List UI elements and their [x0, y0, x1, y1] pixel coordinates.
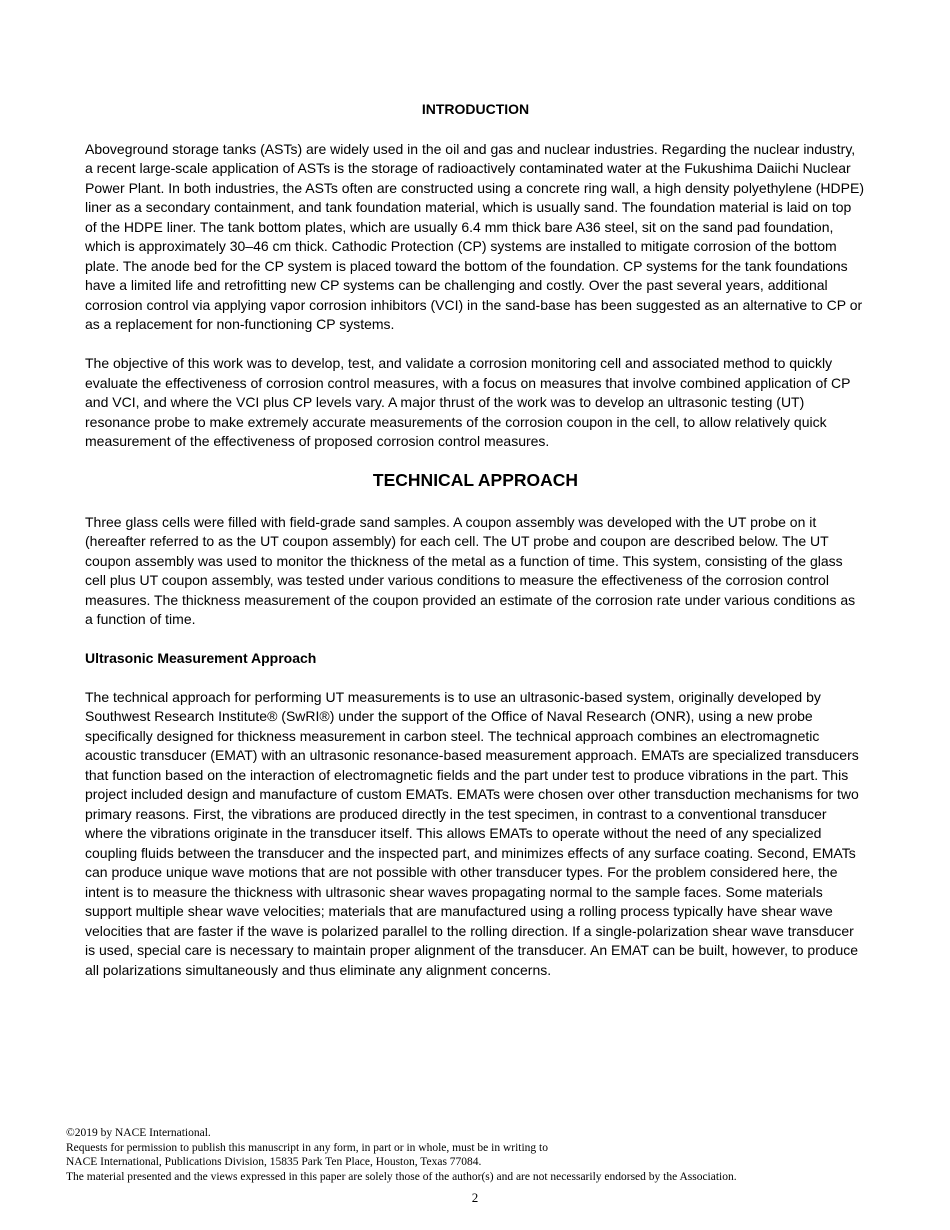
footer-copyright-line: ©2019 by NACE International.	[66, 1127, 211, 1139]
intro-paragraph-1: Aboveground storage tanks (ASTs) are widely used in the oil and gas and nuclear industries. Regarding the nuclear industry, a recent large-scale application of ASTs is the storage of radioactively contaminated water at the Fukushima Daiichi Nuclear Power Plant. In both industries, the ASTs often are constructed using a concrete ring wall, a high density polyethylene (HDPE) liner as a secondary containment, and tank foundation material, which is usually sand. The foundation material is laid on top of the HDPE liner. The tank bottom plates, which are usually 6.4 mm thick bare A36 steel, sit on the sand pad foundation, which is approximately 30–46 cm thick. Cathodic Protection (CP) systems are installed to mitigate corrosion of the bottom plate. The anode bed for the CP system is placed toward the bottom of the foundation. CP systems for the tank foundations have a limited life and retrofitting new CP systems can be challenging and costly. Over the past several years, additional corrosion control via applying vapor corrosion inhibitors (VCI) in the sand-base has been suggested as an alternative to CP or as a replacement for non-functioning CP systems.	[85, 140, 864, 332]
section-heading-technical-approach: TECHNICAL APPROACH	[372, 470, 579, 490]
intro-paragraph-2: The objective of this work was to develop, test, and validate a corrosion monitoring cell and associated method to quickly evaluate the effectiveness of corrosion control measures, with a focus on measures that involve combined application of CP and VCI, and where the VCI plus CP levels vary. A major thrust of the work was to develop an ultrasonic testing (UT) resonance probe to make extremely accurate measurements of the corrosion coupon in the cell, to allow relatively quick measurement of the effectiveness of proposed corrosion control measures.	[85, 355, 851, 449]
footer-disclaimer-line: The material presented and the views expressed in this paper are solely those of the author(s) and are not necessarily endorsed by the Association.	[66, 1170, 737, 1183]
footer-permission-line: Requests for permission to publish this manuscript in any form, in part or in whole, must be in writing to	[66, 1141, 548, 1154]
page-number: 2	[471, 1190, 479, 1205]
footer-address-line: NACE International, Publications Division, 15835 Park Ten Place, Houston, Texas 77084.	[66, 1156, 482, 1168]
technical-paragraph-1: Three glass cells were filled with field-grade sand samples. A coupon assembly was developed with the UT probe on it (hereafter referred to as the UT coupon assembly) for each cell. The UT probe and coupon are described below. The UT coupon assembly was used to monitor the thickness of the metal as a function of time. This system, consisting of the glass cell plus UT coupon assembly, was tested under various conditions to measure the effectiveness of the corrosion control measures. The thickness measurement of the coupon provided an estimate of the corrosion rate under various conditions as a function of time.	[85, 513, 856, 627]
copyright-footer	[66, 1126, 890, 1184]
ultrasonic-paragraph-1: The technical approach for performing UT measurements is to use an ultrasonic-based system, originally developed by Southwest Research Institute® (SwRI®) under the support of the Office of Naval Research (ONR), using a new probe specifically designed for thickness measurement in carbon steel. The technical approach combines an electromagnetic acoustic transducer (EMAT) with an ultrasonic resonance-based measurement approach. EMATs are specialized transducers that function based on the interaction of electromagnetic fields and the part under test to produce vibrations in the part. This project included design and manufacture of custom EMATs. EMATs were chosen over other transduction mechanisms for two primary reasons. First, the vibrations are produced directly in the test specimen, in contrast to a conventional transducer where the vibrations originate in the transducer itself. This allows EMATs to operate without the need of any specialized coupling fluids between the transducer and the inspected part, and minimizes effects of any surface coating. Second, EMATs can produce unique wave motions that are not possible with other transducer types. For the problem considered here, the intent is to measure the thickness with ultrasonic shear waves propagating normal to the sample faces. Some materials support multiple shear wave velocities; materials that are manufactured using a rolling process typically have shear wave velocities that are faster if the wave is polarized parallel to the rolling direction. If a single-polarization shear wave transducer is used, special care is necessary to maintain proper alignment of the transducer. An EMAT can be built, however, to produce all polarizations simultaneously and thus eliminate any alignment concerns.	[85, 688, 859, 978]
subsection-heading-ultrasonic-measurement: Ultrasonic Measurement Approach	[85, 650, 317, 666]
section-heading-introduction: INTRODUCTION	[421, 101, 530, 117]
